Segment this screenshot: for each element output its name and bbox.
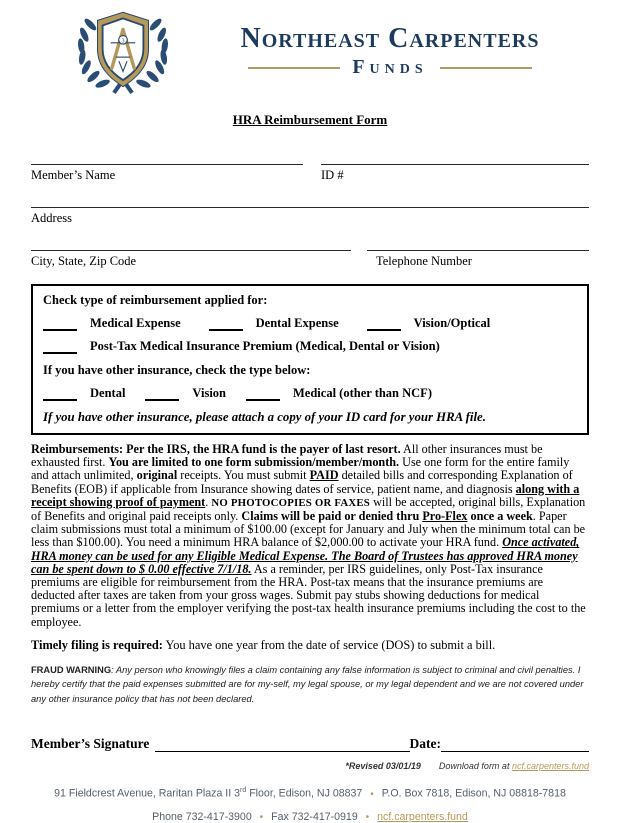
bullet-separator: • bbox=[370, 788, 374, 800]
other-dental-label: Dental bbox=[90, 386, 126, 400]
medical-expense-label: Medical Expense bbox=[90, 316, 181, 330]
street-address: 91 Fieldcrest Avenue, Raritan Plaza II 3 bbox=[54, 787, 241, 800]
telephone-label: Telephone Number bbox=[376, 254, 472, 268]
fraud-warning-text: : Any person who knowingly files a claim containing any false information is subject to criminal and civil penalties. I hereby certify that the paid expenses submitted are for my-self, my legal spouse, or my legal dependent and we are not covered under any other insurance policy that has not been declared. bbox=[31, 664, 584, 704]
floor-ordinal-suffix: rd bbox=[240, 787, 247, 795]
po-box-address: P.O. Box 7818, Edison, NJ 08818-7818 bbox=[381, 787, 566, 800]
signature-line bbox=[155, 751, 409, 752]
address-label-row bbox=[31, 211, 589, 226]
city-state-zip-line bbox=[31, 250, 351, 251]
revised-date: *Revised 03/01/19 bbox=[345, 761, 421, 772]
gold-divider-left bbox=[248, 67, 340, 69]
other-insurance-heading: If you have other insurance, check the type below: bbox=[43, 363, 311, 377]
footer bbox=[31, 787, 589, 823]
timely-filing-note bbox=[31, 638, 589, 653]
other-vision-label: Vision bbox=[192, 386, 226, 400]
member-name-label: Member’s Name bbox=[31, 168, 116, 182]
vision-optical-label: Vision/Optical bbox=[413, 316, 491, 330]
other-insurance-row bbox=[43, 386, 577, 401]
name-id-lines bbox=[31, 164, 589, 165]
footer-address-line bbox=[31, 787, 589, 800]
address-line bbox=[31, 207, 589, 208]
download-form-link[interactable]: ncf.carpenters.fund bbox=[511, 761, 589, 772]
dental-expense-label: Dental Expense bbox=[255, 316, 339, 330]
date-label: Date: bbox=[409, 736, 441, 752]
address-label: Address bbox=[31, 211, 72, 225]
other-dental-blank bbox=[43, 386, 77, 401]
date-line bbox=[441, 751, 589, 752]
reimbursement-type-row bbox=[43, 316, 577, 331]
bullet-separator: • bbox=[365, 811, 370, 823]
letterhead bbox=[0, 0, 620, 94]
bullet-separator: • bbox=[259, 811, 264, 823]
id-number-line bbox=[321, 164, 589, 165]
id-card-note: If you have other insurance, please attach a copy of your ID card for your HRA file. bbox=[43, 410, 486, 424]
street-address-rest: Floor, Edison, NJ 08837 bbox=[246, 787, 363, 800]
gold-divider-right bbox=[440, 67, 532, 69]
vision-optical-blank bbox=[367, 316, 401, 331]
other-vision-blank bbox=[145, 386, 179, 401]
fraud-warning-label: FRAUD WARNING bbox=[31, 664, 112, 675]
form-title: HRA Reimbursement Form bbox=[232, 112, 388, 127]
member-signature-label: Member’s Signature bbox=[31, 736, 150, 752]
organization-wordmark bbox=[190, 8, 590, 79]
name-id-labels bbox=[31, 168, 589, 183]
member-name-line bbox=[31, 164, 303, 165]
telephone-line bbox=[367, 250, 589, 251]
post-tax-blank bbox=[43, 339, 77, 354]
reimbursement-type-section bbox=[31, 284, 589, 435]
timely-filing-label: Timely filing is required: bbox=[31, 637, 163, 652]
svg-text:3: 3 bbox=[121, 38, 125, 45]
city-phone-labels bbox=[31, 254, 589, 269]
other-medical-blank bbox=[246, 386, 280, 401]
download-form-text: Download form at bbox=[438, 761, 512, 772]
city-phone-lines bbox=[31, 250, 589, 251]
post-tax-row bbox=[43, 339, 577, 354]
dental-expense-blank bbox=[209, 316, 243, 331]
check-type-heading: Check type of reimbursement applied for: bbox=[43, 293, 268, 307]
post-tax-label: Post-Tax Medical Insurance Premium (Medical, Dental or Vision) bbox=[90, 339, 440, 353]
organization-subname: Funds bbox=[352, 56, 428, 78]
footer-contact-line bbox=[31, 811, 589, 823]
northeast-carpenters-logo-icon bbox=[70, 8, 176, 94]
signature-row bbox=[31, 736, 589, 752]
website-link[interactable]: ncf.carpenters.fund bbox=[377, 810, 468, 823]
timely-filing-text: You have one year from the date of service (DOS) to submit a bill. bbox=[162, 637, 496, 652]
medical-expense-blank bbox=[43, 316, 77, 331]
organization-name: Northeast Carpenters bbox=[240, 23, 540, 54]
reimbursement-instructions: Reimbursements: Per the IRS, the HRA fund is the payer of last resort. All other insurances must be exhausted first. You are limited to one form submission/member/month. Use one form for the entire family and attach unlimited, original receipts. You must submit PAID detailed bills and corresponding Explanation of Benefits (EOB) if applicable from Insurance showing dates of service, patient name, and diagnosis along with a receipt showing proof of payment. NO PHOTOCOPIES OR FAXES will be accepted, original bills, Explanation of Benefits and original paid receipts only. Claims will be paid or denied thru Pro-Flex once a week. Paper claim submissions must total a minimum of $100.00 (except for January and July when the minimum total can be less than $100.00). You need a minimum HRA balance of $2,000.00 to activate your HRA fund. Once activated, HRA money can be used for any Eligible Medical Expense. The Board of Trustees has approved HRA money can be spent down to $ 0.00 effective 7/1/18. As a reminder, per IRS guidelines, only Post-Tax insurance premiums are eligible for reimbursement from the HRA. Post-tax means that the insurance premiums are deducted after taxes are taken from your gross wages. Submit pay stubs showing deductions for medical premiums or a letter from the employer verifying the post-tax health insurance premiums including the cost to the employee. bbox=[31, 442, 586, 629]
fax-number: Fax 732-417-0919 bbox=[271, 810, 358, 823]
fraud-warning bbox=[31, 663, 589, 706]
city-state-zip-label: City, State, Zip Code bbox=[31, 254, 137, 268]
revision-note bbox=[31, 761, 589, 771]
id-number-label: ID # bbox=[321, 168, 344, 182]
other-medical-label: Medical (other than NCF) bbox=[293, 386, 432, 400]
phone-number: Phone 732-417-3900 bbox=[152, 810, 252, 823]
